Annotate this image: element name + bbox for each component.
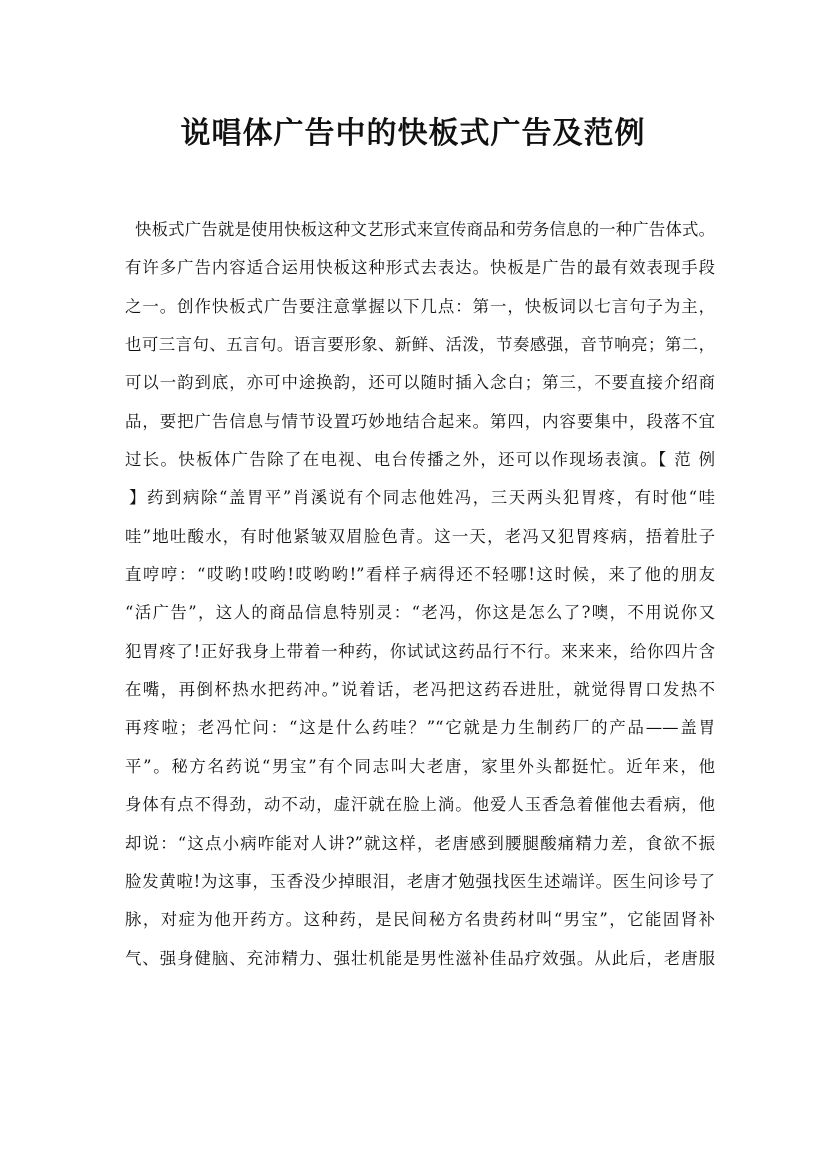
body-line: 气、强身健脑、充沛精力、强壮机能是男性滋补佳品疗效强。从此后，老唐服 [125,948,715,968]
body-line: 也可三言句、五言句。语言要形象、新鲜、活泼，节奏感强，音节响亮；第二， [125,335,715,355]
body-line: 再疼啦；老冯忙问：“这是什么药哇？”“它就是力生制药厂的产品——盖胃 [125,718,715,738]
body-line: 品，要把广告信息与情节设置巧妙地结合起来。第四，内容要集中，段落不宜 [125,411,715,431]
body-line: 过长。快板体广告除了在电视、电台传播之外，还可以作现场表演。【 范 例 [125,450,715,470]
body-line: “活广告”，这人的商品信息特别灵：“老冯，你这是怎么了?噢，不用说你又 [125,603,715,623]
body-line: 可以一韵到底，亦可中途换韵，还可以随时插入念白；第三，不要直接介绍商 [125,373,715,393]
body-line: 脉，对症为他开药方。这种药，是民间秘方名贵药材叫“男宝”，它能固肾补 [125,910,715,930]
document-body [125,216,715,983]
body-line: 之一。创作快板式广告要注意掌握以下几点：第一，快板词以七言句子为主， [125,296,715,316]
body-line: 直哼哼：“哎哟!哎哟!哎哟哟!”看样子病得还不轻哪!这时候，来了他的朋友 [125,565,715,585]
body-line: 脸发黄啦!为这事，玉香没少掉眼泪，老唐才勉强找医生述端详。医生问诊号了 [125,871,715,891]
body-line: 快板式广告就是使用快板这种文艺形式来宣传商品和劳务信息的一种广告体式。 [135,220,715,239]
document-title: 说唱体广告中的快板式广告及范例 [180,116,646,151]
body-line: 犯胃疼了!正好我身上带着一种药，你试试这药品行不行。来来来，给你四片含 [125,641,715,661]
body-line: 】药到病除“盖胃平”肖溪说有个同志他姓冯，三天两头犯胃疼，有时他“哇 [129,488,715,508]
body-line: 有许多广告内容适合运用快板这种形式去表达。快板是广告的最有效表现手段 [125,258,715,278]
body-line: 在嘴，再倒杯热水把药冲。”说着话，老冯把这药吞进肚，就觉得胃口发热不 [125,680,715,700]
body-line: 平”。秘方名药说“男宝”有个同志叫大老唐，家里外头都挺忙。近年来，他 [125,756,715,776]
body-line: 哇”地吐酸水，有时他紧皱双眉脸色青。这一天，老冯又犯胃疼病，捂着肚子 [125,526,715,546]
body-line: 却说：“这点小病咋能对人讲?”就这样，老唐感到腰腿酸痛精力差，食欲不振 [125,833,715,853]
body-line: 身体有点不得劲，动不动，虚汗就在脸上淌。他爱人玉香急着催他去看病，他 [125,795,715,815]
